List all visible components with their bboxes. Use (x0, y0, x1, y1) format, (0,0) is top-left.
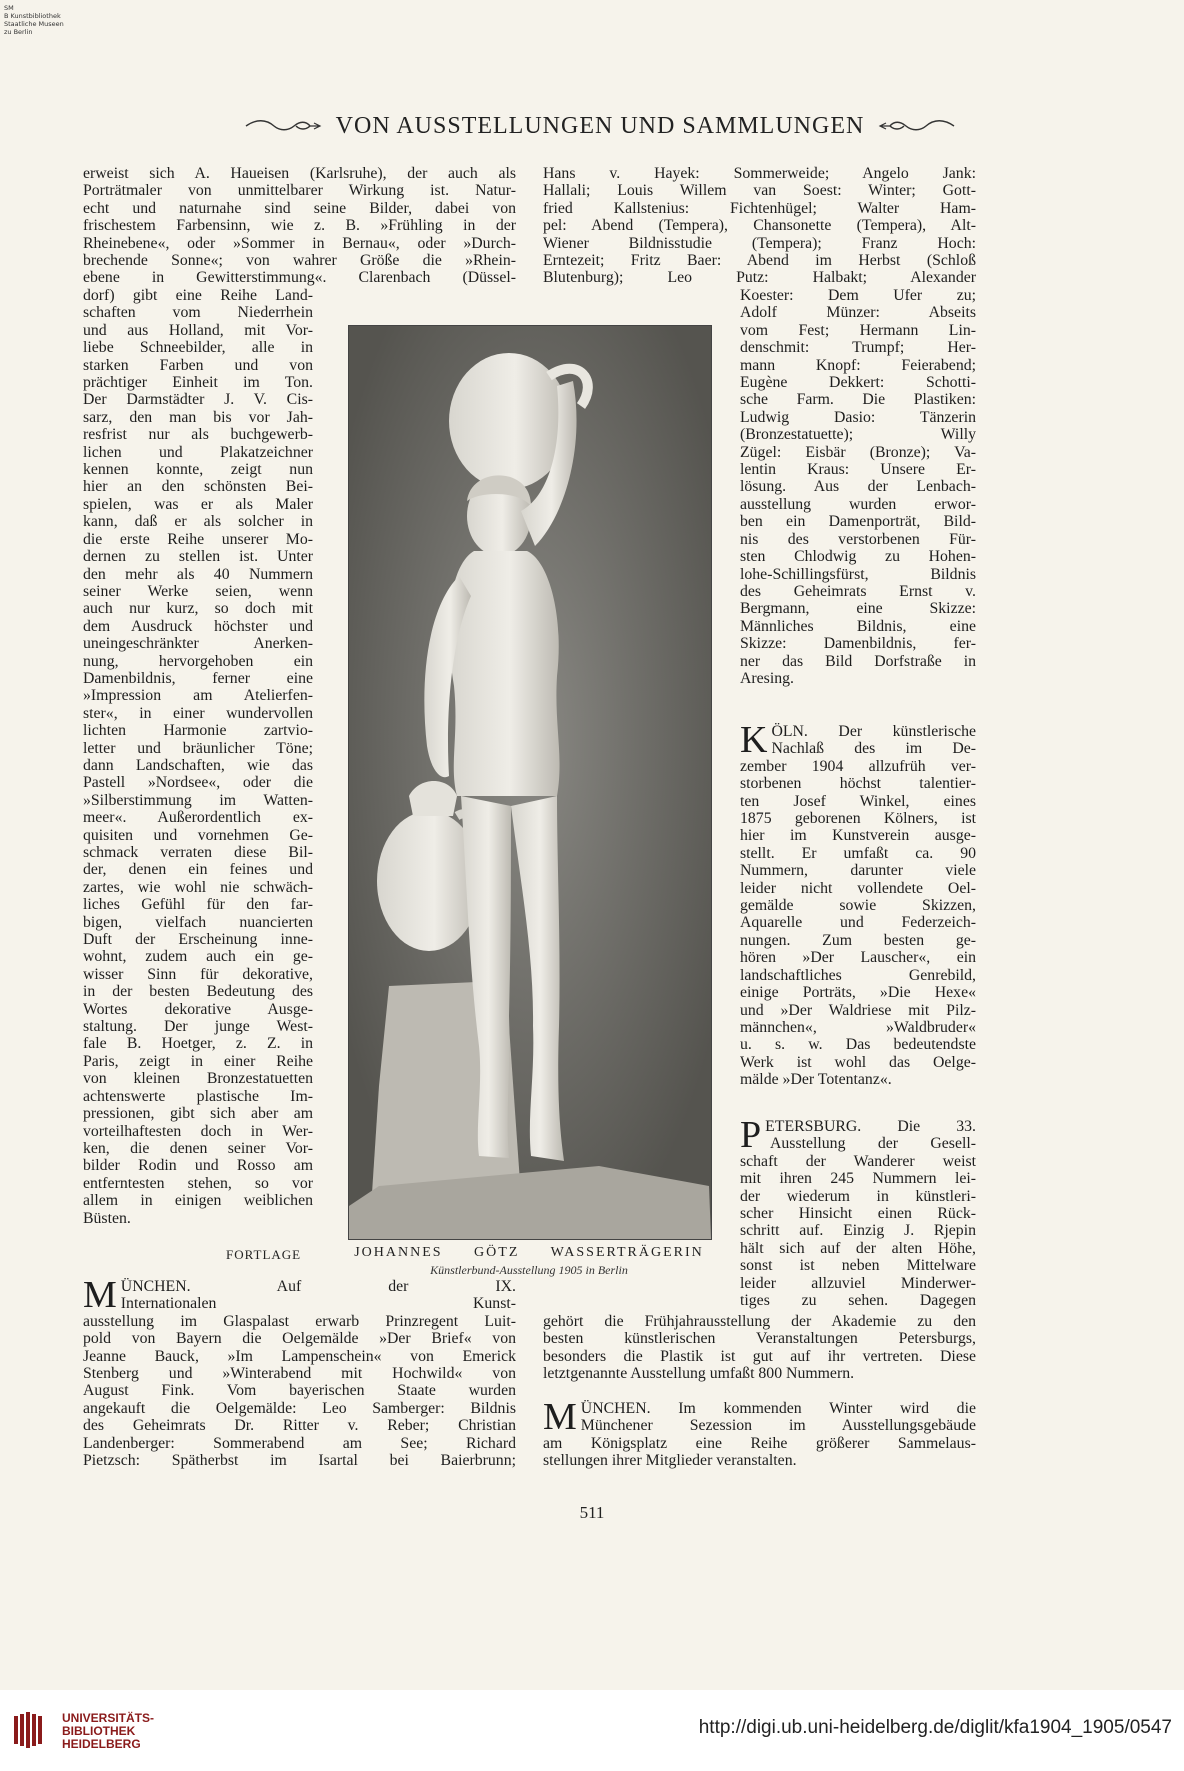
text-line: mälde »Der Totentanz«. (740, 1071, 892, 1089)
text-line: achtenswerte plastische Im- (83, 1087, 313, 1105)
text-line: Büsten. (83, 1209, 131, 1227)
text-line: Hans v. Hayek: Sommerweide; Angelo Jank: (543, 165, 976, 182)
text-line: von kleinen Bronzestatuetten (83, 1070, 313, 1088)
text-line: Damenbildnis, ferner eine (83, 669, 313, 687)
text-line: zartes, wie wohl nie schwäch- (83, 878, 313, 896)
text-line: schmack verraten diese Bil- (83, 844, 313, 861)
text-line: Rheinebene«, oder »Sommer in Bernau«, oder »Durch- (83, 234, 516, 252)
text-line: Pietzsch: Spätherbst im Isartal bei Baierbrunn; (83, 1452, 516, 1470)
text-line: frischestem Farbensinn, wie z. B. »Frühling in der (83, 217, 516, 235)
text-line: pressionen, gibt sich aber am (83, 1105, 313, 1123)
text-line: u. s. w. Das bedeutendste (740, 1036, 976, 1054)
text-line: bilder Rodin und Rosso am (83, 1157, 313, 1175)
text-line: ben ein Damenporträt, Bild- (740, 513, 976, 531)
text-line: sche Farm. Die Plastiken: (740, 391, 976, 409)
dropcap: K (740, 719, 768, 761)
text-line: einige Porträts, »Die Hexe« (740, 984, 976, 1002)
text-line: ten Josef Winkel, eines (740, 792, 976, 810)
section-body (543, 1396, 976, 1470)
text-line: lentin Kraus: Unsere Er- (740, 461, 976, 479)
text-line: sten Chlodwig zu Hohen- (740, 548, 976, 566)
text-line: hören »Der Lauscher«, ein (740, 949, 976, 967)
text-line: dann Landschaften, wie das (83, 756, 313, 774)
text-line: besonders die Plastik ist gut auf ihr vertreten. Diese (543, 1347, 976, 1365)
text-line: pold von Bayern die Oelgemälde »Der Brief« von (83, 1330, 516, 1348)
text-line: stellungen ihrer Mitglieder veranstalten. (543, 1452, 797, 1470)
text-line: ner das Bild Dorfstraße in (740, 652, 976, 670)
page-number: 511 (579, 1503, 605, 1522)
text-line: des Geheimrats Ernst v. (740, 582, 976, 600)
continuation-note: FORTLAGE (226, 1247, 302, 1262)
text-line: nungen. Zum besten ge- (740, 931, 976, 949)
text-line: männchen«, »Waldbruder« (740, 1018, 976, 1036)
section-muenchen-2 (543, 1396, 976, 1470)
text-line: (Bronzestatuette); Willy (740, 426, 976, 444)
text-line: Stenberg und »Winterabend mit Hochwild« von (83, 1365, 516, 1383)
stamp-line: B Kunstbibliothek (4, 12, 61, 20)
text-line: vom Fest; Hermann Lin- (740, 321, 976, 339)
library-name-line: HEIDELBERG (62, 1737, 141, 1751)
library-name-line: UNIVERSITÄTS- (62, 1711, 155, 1725)
text-line: Adolf Münzer: Abseits (740, 304, 976, 322)
text-line: denschmit: Trumpf; Her- (740, 339, 976, 357)
text-line: Koester: Dem Ufer zu; (740, 287, 976, 304)
text-line: 1875 geborenen Kölners, ist (740, 810, 976, 828)
text-line: sonst ist neben Mittelware (740, 1257, 976, 1275)
text-line: pel: Abend (Tempera), Chansonette (Tempera), Alt- (543, 217, 976, 235)
caption-subtitle: Künstlerbund-Ausstellung 1905 in Berlin (430, 1263, 628, 1277)
text-line: allem in einigen weiblichen (83, 1192, 313, 1210)
text-line: lohe-Schillingsfürst, Bildnis (740, 565, 976, 583)
text-line: schaft der Wanderer weist (740, 1152, 976, 1170)
dropcap: P (740, 1114, 762, 1156)
section-body (740, 1114, 976, 1310)
dropcap: M (543, 1396, 577, 1438)
text-line: ken, die denen seiner Vor- (83, 1139, 313, 1157)
text-line: mit ihren 245 Nummern lei- (740, 1170, 976, 1188)
university-logo-icon (10, 1710, 50, 1750)
text-line: bigen, vielfach nuancierten (83, 913, 313, 931)
text-line: stellt. Er umfaßt ca. 90 (740, 844, 976, 862)
text-line: Hallali; Louis Willem van Soest: Winter; Gott- (543, 182, 976, 200)
text-line: spielen, was er als Maler (83, 495, 313, 513)
petersburg-wide-text (543, 1313, 976, 1383)
text-line: nis des verstorbenen Für- (740, 530, 976, 548)
text-line: besten künstlerischen Veranstaltungen Petersburgs, (543, 1330, 976, 1348)
text-line: hält sich auf der alten Höhe, (740, 1239, 976, 1257)
text-line: Werk ist wohl das Oelge- (740, 1053, 976, 1071)
text-line: dem Ausdruck höchster und (83, 617, 313, 635)
text-line: ausstellung im Glaspalast erwarb Prinzregent Luit- (83, 1312, 516, 1330)
text-line: Bergmann, eine Skizze: (740, 600, 976, 618)
text-line: nung, hervorgehoben ein (83, 652, 313, 670)
text-line: vorteilhaftesten doch in Wer- (83, 1122, 313, 1140)
text-line: Zügel: Eisbär (Bronze); Va- (740, 443, 976, 461)
text-line: Nachlaß des im De- (771, 740, 976, 758)
text-line: kennen konnte, zeigt nun (83, 461, 313, 479)
text-line: starken Farben und von (83, 356, 313, 374)
text-line: wisser Sinn für dekorative, (83, 965, 313, 983)
text-line: hier im Kunstverein ausge- (740, 827, 976, 845)
text-line: scher Hinsicht einen Rück- (740, 1205, 976, 1223)
text-line: Jeanne Bauck, »Im Lampenschein« von Emerick (83, 1347, 516, 1365)
text-line: der, denen ein feines und (83, 861, 313, 879)
text-line: letter und bräunlicher Töne; (83, 739, 313, 757)
caption-title: JOHANNES GÖTZ WASSERTRÄGERIN (354, 1245, 704, 1260)
text-line: Erntezeit; Fritz Baer: Abend im Herbst (Schloß (543, 252, 976, 270)
section-body (740, 719, 976, 1089)
text-line: echt und naturnahe sind seine Bilder, dabei von (83, 199, 516, 217)
text-line: Ludwig Dasio: Tänzerin (740, 408, 976, 426)
right-column-top (543, 165, 976, 287)
ornament-right-icon (878, 117, 956, 135)
text-line: ETERSBURG. Die 33. (765, 1118, 976, 1135)
text-line: der wiederum in künstleri- (740, 1187, 976, 1205)
text-line: auch nur kurz, so doch mit (83, 600, 313, 618)
text-line: Münchener Sezession im Ausstellungsgebäude (580, 1417, 976, 1435)
text-line: ebene in Gewitterstimmung«. Clarenbach (Düssel- (83, 269, 516, 287)
text-line: letztgenannte Ausstellung umfaßt 800 Nummern. (543, 1365, 855, 1383)
page-header (150, 111, 1050, 141)
text-line: gehört die Frühjahrausstellung der Akademie zu den (543, 1313, 976, 1330)
text-line: tiges zu sehen. Dagegen (740, 1292, 976, 1310)
left-column-top (83, 165, 516, 287)
text-line: erweist sich A. Haueisen (Karlsruhe), der auch als (83, 165, 516, 182)
text-line: brechende Sonne«; von wahrer Größe die »Rhein- (83, 252, 516, 270)
text-line: Porträtmaler von unmittelbarer Wirkung ist. Natur- (83, 182, 516, 200)
text-line: die erste Reihe unserer Mo- (83, 530, 313, 548)
text-line: ÜNCHEN. Im kommenden Winter wird die (580, 1400, 976, 1417)
text-line: ÖLN. Der künstlerische (771, 723, 976, 740)
text-line: Wiener Bildnisstudie (Tempera); Franz Hoch: (543, 234, 976, 252)
text-line: Duft der Erscheinung inne- (83, 931, 313, 949)
text-line: dorf) gibt eine Reihe Land- (83, 287, 313, 304)
text-line: hier an den schönsten Bei- (83, 478, 313, 496)
text-line: lösung. Aus der Lenbach- (740, 478, 976, 496)
text-line: und »Der Waldriese mit Pilz- (740, 1001, 976, 1019)
text-line: quisiten und vornehmen Ge- (83, 826, 313, 844)
section-body (83, 1274, 516, 1470)
stamp-line: SM (4, 4, 14, 12)
text-line: Aquarelle und Federzeich- (740, 914, 976, 932)
sculpture-illustration-icon (349, 326, 711, 1239)
source-url-link[interactable]: http://digi.ub.uni-heidelberg.de/diglit/kfa1904_1905/0547 (698, 1717, 1172, 1738)
text-line: mann Knopf: Feierabend; (740, 356, 976, 374)
sculpture-photograph (348, 325, 712, 1240)
text-line: Skizze: Damenbildnis, fer- (740, 635, 976, 653)
text-line: in der besten Bedeutung des (83, 983, 313, 1001)
text-line: Ausstellung der Gesell- (770, 1135, 976, 1153)
section-petersburg (740, 1114, 976, 1310)
text-line: Paris, zeigt in einer Reihe (83, 1052, 313, 1070)
section-muenchen-1 (83, 1274, 516, 1470)
text-line: des Geheimrats Dr. Ritter v. Reber; Christian (83, 1417, 516, 1435)
text-line: fale B. Hoetger, z. Z. in (83, 1035, 313, 1053)
text-line: ster«, in einer wundervollen (83, 704, 313, 722)
text-line: schaften vom Niederrhein (83, 304, 313, 322)
digitization-footer (0, 1690, 1184, 1771)
text-line: resfrist nur als buchgewerb- (83, 426, 313, 444)
text-line: leider nicht vollendete Oel- (740, 879, 976, 897)
text-line: wohnt, zudem auch ein ge- (83, 948, 313, 966)
text-line: lichen und Plakatzeichner (83, 443, 313, 461)
text-line: landschaftliches Genrebild, (740, 966, 976, 984)
text-line: August Fink. Vom bayerischen Staate wurden (83, 1382, 516, 1400)
text-line: Wortes dekorative Ausge- (83, 1000, 313, 1018)
text-line: Der Darmstädter J. V. Cis- (83, 391, 313, 409)
text-line: Nummern, darunter viele (740, 862, 976, 880)
text-line: Blutenburg); Leo Putz: Halbakt; Alexander (543, 269, 976, 287)
page-title: VON AUSSTELLUNGEN UND SAMMLUNGEN (335, 112, 865, 139)
ornament-left-icon (244, 117, 322, 135)
text-line: sarz, den man bis vor Jah- (83, 408, 313, 426)
text-line: liebe Schneebilder, alle in (83, 339, 313, 357)
text-line: zember 1904 allzufrüh ver- (740, 757, 976, 775)
section-koeln (740, 719, 976, 1089)
text-line: staltung. Der junge West- (83, 1018, 313, 1036)
library-name (62, 1712, 154, 1751)
text-line: prächtiger Einheit im Ton. (83, 374, 313, 392)
text-line: seiner Werke seien, wenn (83, 582, 313, 600)
text-line: Männliches Bildnis, eine (740, 617, 976, 635)
text-line: storbenen höchst talentier- (740, 775, 976, 793)
text-line: »Impression am Atelierfen- (83, 687, 313, 705)
text-line: kann, daß er als solcher in (83, 513, 313, 531)
text-line: dernen zu stellen ist. Unter (83, 548, 313, 566)
text-line: den mehr als 40 Nummern (83, 565, 313, 583)
text-line: lichten Harmonie zartvio- (83, 722, 313, 740)
left-column-narrow (83, 287, 313, 1227)
text-line: ausstellung wurden erwor- (740, 495, 976, 513)
text-line: ÜNCHEN. Auf der IX. (120, 1278, 516, 1295)
figure-caption (348, 1245, 710, 1278)
text-line: und aus Holland, mit Vor- (83, 321, 313, 339)
text-line: entferntesten stehen, so vor (83, 1174, 313, 1192)
text-line: Eugène Dekkert: Schotti- (740, 374, 976, 392)
text-line: Aresing. (740, 669, 794, 687)
text-line: am Königsplatz eine Reihe größerer Sammelaus- (543, 1434, 976, 1452)
text-line: gemälde sowie Skizzen, (740, 897, 976, 915)
library-stamp (4, 4, 84, 36)
text-line: fried Kallstenius: Fichtenhügel; Walter Ham- (543, 199, 976, 217)
text-line: »Silberstimmung im Watten- (83, 791, 313, 809)
dropcap: M (83, 1274, 117, 1316)
right-column-narrow (740, 287, 976, 687)
text-line: liches Gefühl für den far- (83, 896, 313, 914)
text-line: uneingeschränkter Anerken- (83, 635, 313, 653)
text-line: Pastell »Nordsee«, oder die (83, 774, 313, 792)
library-name-line: BIBLIOTHEK (62, 1724, 136, 1738)
text-line: Landenberger: Sommerabend am See; Richard (83, 1434, 516, 1452)
stamp-line: zu Berlin (4, 28, 33, 36)
text-line: meer«. Außerordentlich ex- (83, 809, 313, 827)
stamp-line: Staatliche Museen (4, 20, 64, 28)
text-line: Internationalen Kunst- (120, 1295, 516, 1313)
text-line: leider allzuviel Minderwer- (740, 1274, 976, 1292)
text-line: schritt auf. Einzig J. Rjepin (740, 1222, 976, 1240)
text-line: angekauft die Oelgemälde: Leo Samberger: Bildnis (83, 1399, 516, 1417)
